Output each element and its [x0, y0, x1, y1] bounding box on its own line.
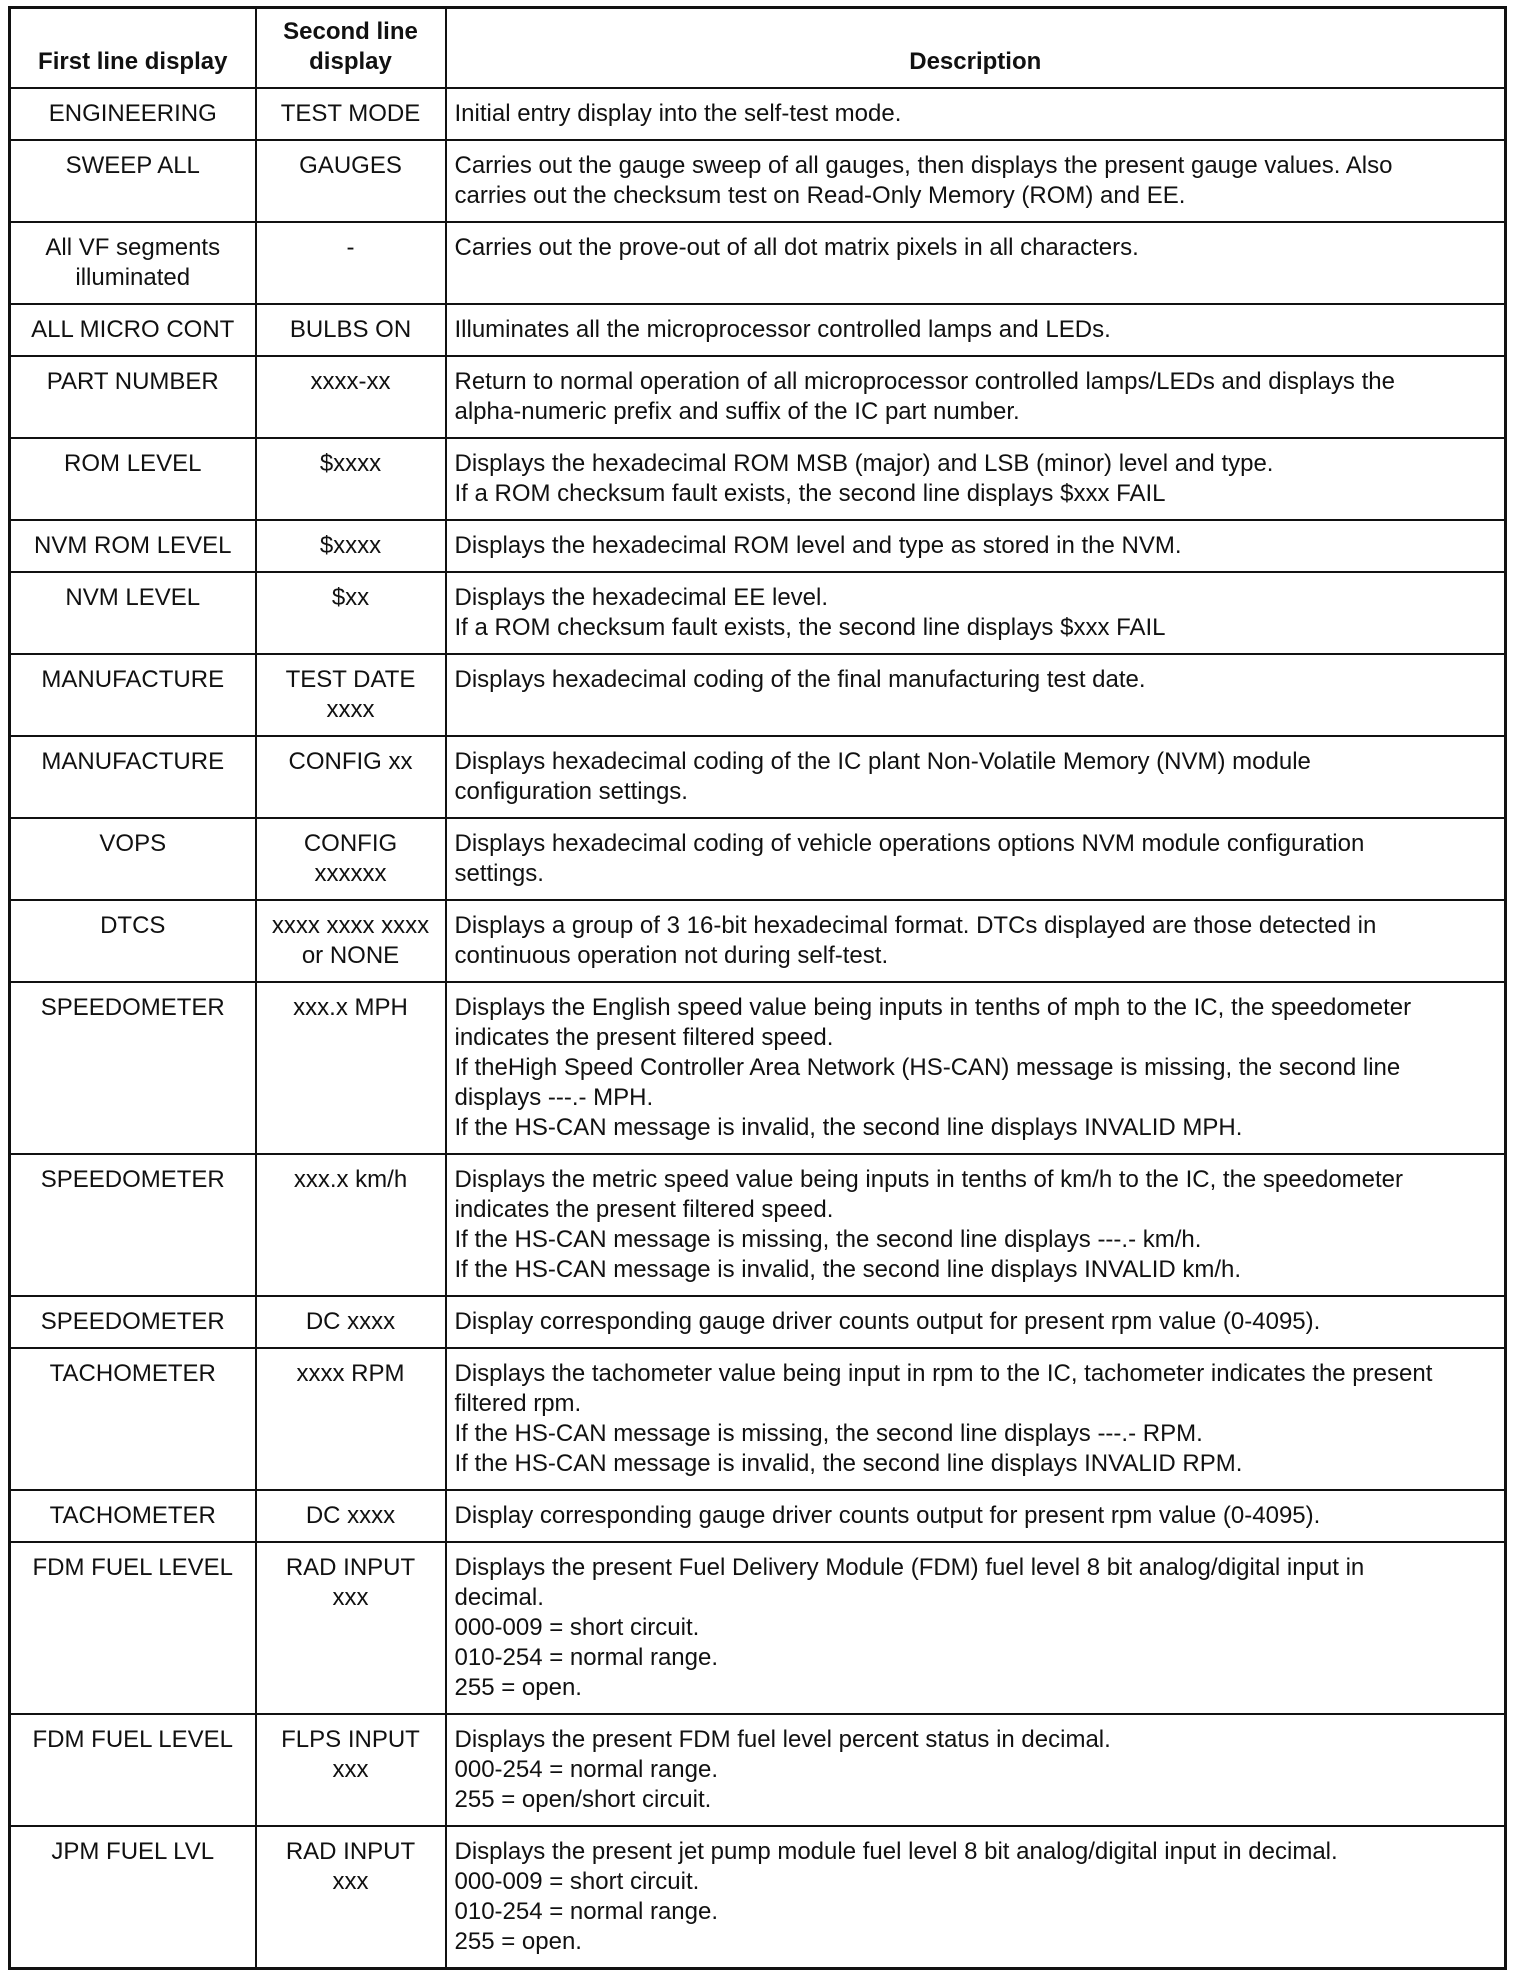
table-row [10, 140, 1506, 222]
table-row [10, 818, 1506, 900]
second-line-display-cell: FLPS INPUT xxx [256, 1714, 446, 1826]
header-second-line-display: Second line display [256, 8, 446, 89]
second-line-display-cell: xxxx-xx [256, 356, 446, 438]
description-cell: Carries out the prove-out of all dot matrix pixels in all characters. [446, 222, 1506, 304]
first-line-display-cell: VOPS [10, 818, 256, 900]
first-line-display-cell: SWEEP ALL [10, 140, 256, 222]
table-row [10, 900, 1506, 982]
first-line-display-cell: ROM LEVEL [10, 438, 256, 520]
second-line-display-cell: RAD INPUT xxx [256, 1542, 446, 1714]
second-line-display-cell: xxx.x MPH [256, 982, 446, 1154]
description-cell: Display corresponding gauge driver counts output for present rpm value (0-4095). [446, 1296, 1506, 1348]
self-test-table-sheet [8, 6, 1504, 1970]
second-line-display-cell: CONFIG xx [256, 736, 446, 818]
description-cell: Display corresponding gauge driver counts output for present rpm value (0-4095). [446, 1490, 1506, 1542]
description-cell: Initial entry display into the self-test mode. [446, 88, 1506, 140]
first-line-display-cell: TACHOMETER [10, 1490, 256, 1542]
table-row [10, 1714, 1506, 1826]
description-cell: Carries out the gauge sweep of all gauges, then displays the present gauge values. Also carries out the checksum test on Read-Only Memory (ROM) and EE. [446, 140, 1506, 222]
header-row [10, 8, 1506, 89]
table-row [10, 88, 1506, 140]
second-line-display-cell: xxxx xxxx xxxx or NONE [256, 900, 446, 982]
first-line-display-cell: SPEEDOMETER [10, 1154, 256, 1296]
description-cell: Displays the English speed value being inputs in tenths of mph to the IC, the speedometer indicates the present filtered speed. If theHigh Speed Controller Area Network (HS-CAN) message is missing, the second line displays ---.- MPH. If the HS-CAN message is invalid, the second line displays INVALID MPH. [446, 982, 1506, 1154]
first-line-display-cell: ENGINEERING [10, 88, 256, 140]
header-first-line-display: First line display [10, 8, 256, 89]
description-cell: Displays hexadecimal coding of the IC plant Non-Volatile Memory (NVM) module configuration settings. [446, 736, 1506, 818]
description-cell: Displays hexadecimal coding of the final manufacturing test date. [446, 654, 1506, 736]
table-row [10, 304, 1506, 356]
table-row [10, 736, 1506, 818]
first-line-display-cell: ALL MICRO CONT [10, 304, 256, 356]
second-line-display-cell: TEST MODE [256, 88, 446, 140]
second-line-display-cell: - [256, 222, 446, 304]
table-row [10, 1154, 1506, 1296]
description-cell: Displays the hexadecimal ROM MSB (major) and LSB (minor) level and type. If a ROM checksum fault exists, the second line displays $xxx FAIL [446, 438, 1506, 520]
table-row [10, 356, 1506, 438]
table-row [10, 1296, 1506, 1348]
table-body [10, 88, 1506, 1969]
description-cell: Displays the present jet pump module fuel level 8 bit analog/digital input in decimal. 000-009 = short circuit. 010-254 = normal range. 255 = open. [446, 1826, 1506, 1969]
table-row [10, 222, 1506, 304]
table-row [10, 1826, 1506, 1969]
second-line-display-cell: xxx.x km/h [256, 1154, 446, 1296]
table-row [10, 982, 1506, 1154]
second-line-display-cell: DC xxxx [256, 1296, 446, 1348]
description-cell: Displays the present Fuel Delivery Module (FDM) fuel level 8 bit analog/digital input in decimal. 000-009 = short circuit. 010-254 = normal range. 255 = open. [446, 1542, 1506, 1714]
description-cell: Displays the metric speed value being inputs in tenths of km/h to the IC, the speedometer indicates the present filtered speed. If the HS-CAN message is missing, the second line displays ---.- km/h. If the HS-CAN message is invalid, the second line displays INVALID km/h. [446, 1154, 1506, 1296]
first-line-display-cell: All VF segments illuminated [10, 222, 256, 304]
first-line-display-cell: FDM FUEL LEVEL [10, 1542, 256, 1714]
description-cell: Displays the present FDM fuel level percent status in decimal. 000-254 = normal range. 255 = open/short circuit. [446, 1714, 1506, 1826]
table-row [10, 1348, 1506, 1490]
second-line-display-cell: GAUGES [256, 140, 446, 222]
table-row [10, 520, 1506, 572]
description-cell: Displays a group of 3 16-bit hexadecimal format. DTCs displayed are those detected in continuous operation not during self-test. [446, 900, 1506, 982]
first-line-display-cell: MANUFACTURE [10, 736, 256, 818]
table-row [10, 438, 1506, 520]
second-line-display-cell: TEST DATE xxxx [256, 654, 446, 736]
first-line-display-cell: PART NUMBER [10, 356, 256, 438]
second-line-display-cell: DC xxxx [256, 1490, 446, 1542]
second-line-display-cell: BULBS ON [256, 304, 446, 356]
first-line-display-cell: SPEEDOMETER [10, 982, 256, 1154]
description-cell: Displays hexadecimal coding of vehicle operations options NVM module configuration settings. [446, 818, 1506, 900]
second-line-display-cell: $xx [256, 572, 446, 654]
second-line-display-cell: xxxx RPM [256, 1348, 446, 1490]
table-header [10, 8, 1506, 89]
table-row [10, 1490, 1506, 1542]
table-row [10, 654, 1506, 736]
first-line-display-cell: FDM FUEL LEVEL [10, 1714, 256, 1826]
table-row [10, 572, 1506, 654]
second-line-display-cell: $xxxx [256, 520, 446, 572]
first-line-display-cell: NVM LEVEL [10, 572, 256, 654]
description-cell: Illuminates all the microprocessor controlled lamps and LEDs. [446, 304, 1506, 356]
first-line-display-cell: TACHOMETER [10, 1348, 256, 1490]
first-line-display-cell: JPM FUEL LVL [10, 1826, 256, 1969]
description-cell: Displays the tachometer value being input in rpm to the IC, tachometer indicates the present filtered rpm. If the HS-CAN message is missing, the second line displays ---.- RPM. If the HS-CAN message is invalid, the second line displays INVALID RPM. [446, 1348, 1506, 1490]
description-cell: Return to normal operation of all microprocessor controlled lamps/LEDs and displays the alpha-numeric prefix and suffix of the IC part number. [446, 356, 1506, 438]
first-line-display-cell: SPEEDOMETER [10, 1296, 256, 1348]
description-cell: Displays the hexadecimal EE level. If a ROM checksum fault exists, the second line displays $xxx FAIL [446, 572, 1506, 654]
description-cell: Displays the hexadecimal ROM level and type as stored in the NVM. [446, 520, 1506, 572]
table-row [10, 1542, 1506, 1714]
second-line-display-cell: $xxxx [256, 438, 446, 520]
second-line-display-cell: RAD INPUT xxx [256, 1826, 446, 1969]
header-description: Description [446, 8, 1506, 89]
first-line-display-cell: DTCS [10, 900, 256, 982]
self-test-display-table [8, 6, 1507, 1970]
second-line-display-cell: CONFIG xxxxxx [256, 818, 446, 900]
first-line-display-cell: MANUFACTURE [10, 654, 256, 736]
first-line-display-cell: NVM ROM LEVEL [10, 520, 256, 572]
